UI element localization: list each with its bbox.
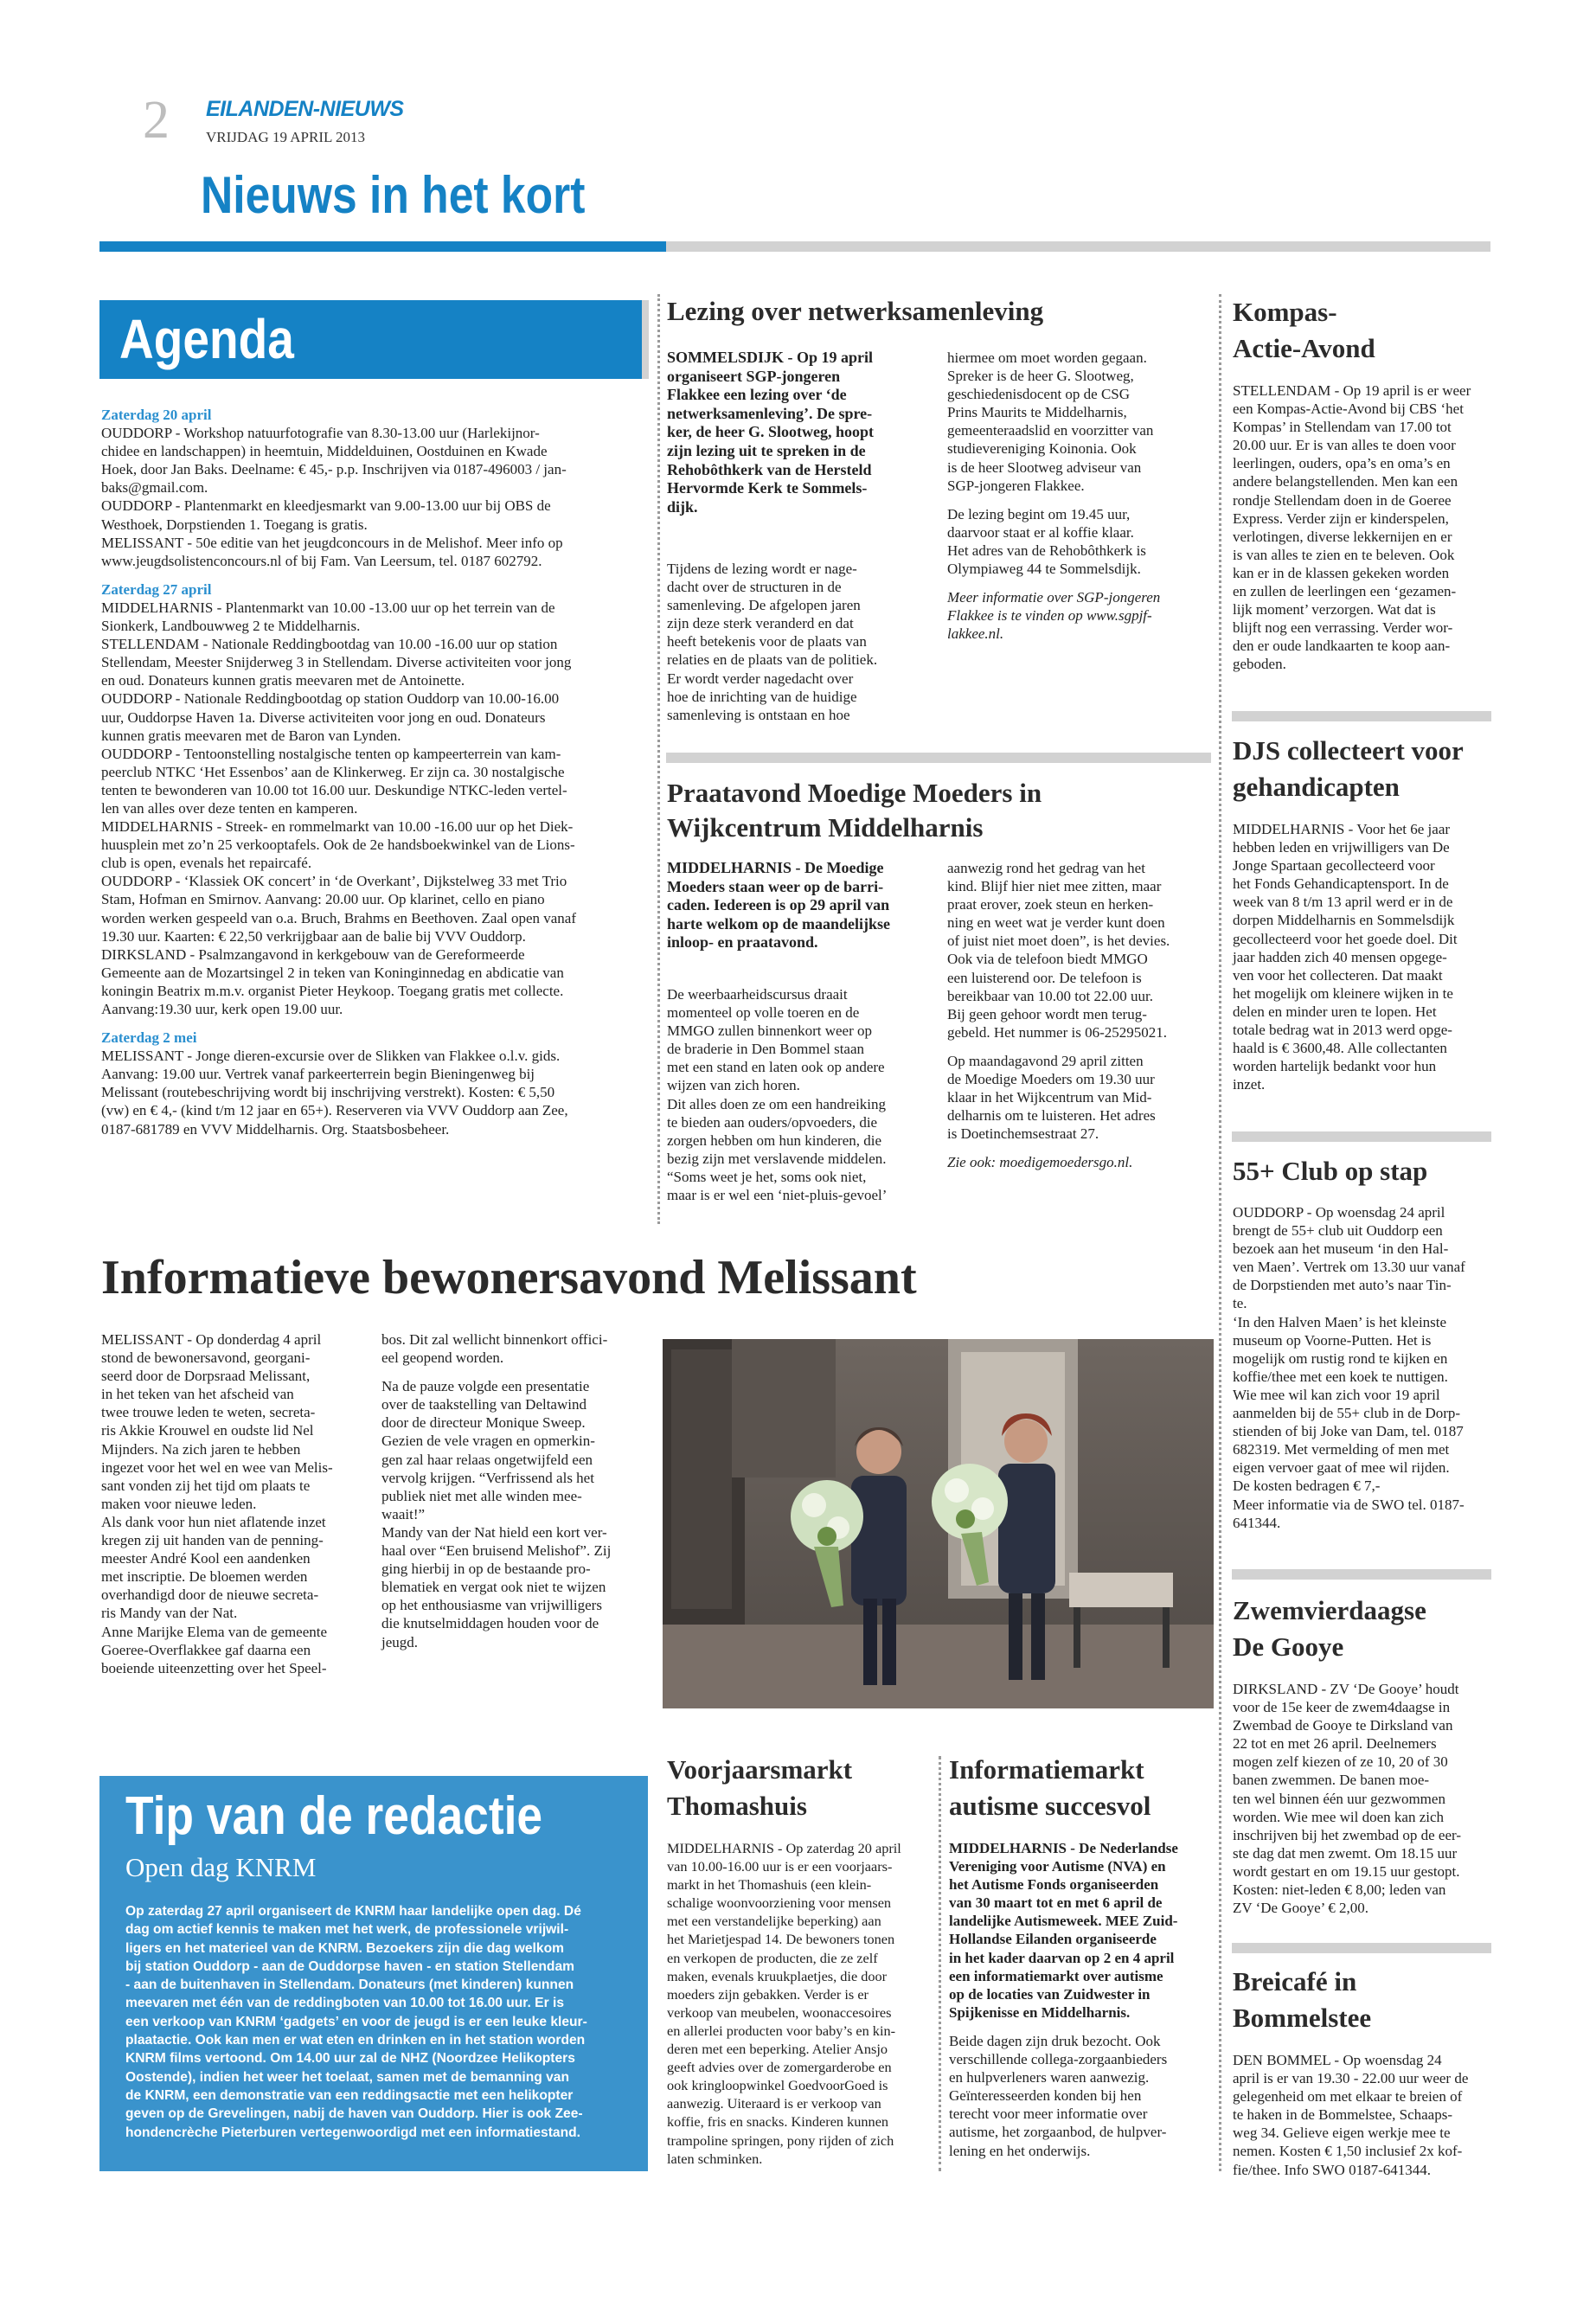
tip-body: Op zaterdag 27 april organiseert de KNRM haar landelijke open dag. Dé dag om actief kennis te maken met het werk, de professionele vrijwil- ligers en het materieel van de KNRM. Bezoekers zijn die dag welkom bij station Ouddorp - aan de Ouddorpse haven - en station Stellendam - aan de buitenhaven in Stellendam. Donateurs (met kinderen) kunnen meevaren met één van de reddingboten van 10.00 tot 16.00 uur. Er is een verkoop van KNRM ‘gadgets’ en voor de jeugd is er een leuke kleur- plaatactie. Ook kan men er wat eten en drinken en in het station worden KNRM films vertoond. Om 14.00 uur zal de NHZ (Noordzee Helikopters Oostende), indien het weer het toelaat, samen met de bemanning van de KNRM, een demonstratie van een reddingsactie met een helikopter geven op de Grevelingen, nabij de haven van Ouddorp. Hier is ook Zee- hondencrèche Pieterburen vertegenwoordigd met een informatiestand. [125, 1904, 587, 2140]
praatavond-body: De weerbaarheidscursus draait momenteel op volle toeren en de MMGO zullen binnenkort weer op de braderie in Den Bommel staan met een stand en laten ook op andere wijzen van zich horen. Dit alles doen ze om een handreiking te bieden aan ouders/opvoeders, die zorgen hebben om hun kinderen, die bezig zijn met verslavende middelen. “Soms weet je het, soms ook niet, maar is er wel een ‘niet-pluis-gevoel’ [667, 986, 888, 1204]
kompas-body: STELLENDAM - Op 19 april is er weer een Kompas-Actie-Avond bij CBS ‘het Kompas’ in Stellendam van 17.00 tot 20.00 uur. Er is van alles te doen voor leerlingen, ouders, opa’s en oma’s en andere belangstellenden. Men kan een rondje Stellendam doen in de Goeree Express. Verder zijn er kinderspelen, verlotingen, diverse lekkernijen en er is van alles te zien en te beleven. Ook kan er in de klassen gekeken worden en zullen de leerlingen een ‘gezamen- lijk moment’ verzorgen. Wat dat is blijft nog een verrassing. Verder wor- den er oude landkaarten te koop aan- geboden. [1233, 382, 1471, 673]
melissant-body: MELISSANT - Op donderdag 4 april stond de bewonersavond, georgani- seerd door de Dorpsraad Melissant, in het teken van het afscheid van twee trouwe leden te weten, secreta- ris Akkie Krouwel en oudste lid Nel Mijnders. Na zich jaren te hebben ingezet voor het wel en wee van Melis- sant vonden zij het tijd om plaats te maken voor nieuwe leden. Als dank voor hun niet aflatende inzet kregen zij uit handen van de penning- meester André Kool een aandenken met inscriptie. De bloemen werden overhandigd door de nieuwe secreta- ris Mandy van der Nat. Anne Marijke Elema van de gemeente Goeree-Overflakkee gaf daarna een boeiende uiteenzetting over het Speel- [101, 1331, 333, 1676]
agenda-date: Zaterdag 2 mei [101, 1029, 197, 1047]
praatavond-lead: MIDDELHARNIS - De Moedige Moeders staan weer op de barri- caden. Iedereen is op 29 april van harte welkom op de maandelijkse inloop- en praatavond. [667, 859, 890, 952]
lezing-paragraph: hiermee om moet worden gegaan. Spreker is de heer G. Slootweg, geschiedenisdocent op de CSG Prins Maurits te Middelharnis, gemeenteraadslid en voorzitter van studievereniging Koinonia. Ook is de heer Slootweg adviseur van SGP-jongeren Flakkee. [947, 349, 1154, 494]
zwem-body: DIRKSLAND - ZV ‘De Gooye’ houdt voor de 15e keer de zwem4daagse in Zwembad de Gooye te Dirksland van 22 tot en met 26 april. Deelnemers mogen zelf kiezen of ze 10, 20 of 30 banen zwemmen. De banen moe- ten wel binnen één uur gezwommen worden. Wie mee wil doen kan zich inschrijven bij het zwembad op de eer- ste dag dat men zwemt. Om 18.15 uur wordt gestart en om 19.15 uur gestopt. Kosten: niet-leden € 8,00; leden van ZV ‘De Gooye’ € 2,00. [1233, 1681, 1462, 1917]
melissant-body-col2 [381, 1330, 646, 1651]
club55-title: 55+ Club op stap [1233, 1156, 1428, 1186]
agenda-entries: MIDDELHARNIS - Plantenmarkt van 10.00 -13.00 uur op het terrein van de Sionkerk, Landbouwweg 2 te Middelharnis. STELLENDAM - Nationale Reddingbootdag van 10.00 -16.00 uur op station Stellendam, Meester Snijderweg 3 in Stellendam. Diverse activiteiten voor jong en oud. Donateurs kunnen gratis meevaren met de Antoinette. OUDDORP - Nationale Reddingbootdag op station Ouddorp van 10.00-16.00 uur, Ouddorpse Haven 1a. Diverse activiteiten voor jong en oud. Donateurs kunnen gratis meevaren met de Baron van Lynden. OUDDORP - Tentoonstelling nostalgische tenten op kampeerterrein van kam- peerclub NTKC ‘Het Essenbos’ aan de Klinkerweg. Er zijn ca. 30 nostalgische tenten te bewonderen van 10.00 tot 16.00 uur. Deskundige NTKC-leden vertel- len van alles over deze tenten en kamperen. MIDDELHARNIS - Streek- en rommelmarkt van 10.00 -16.00 uur op het Diek- huusplein met zo’n 25 verkooptafels. Ook de 2e handsboekwinkel van de Lions- club is open, evenals het repaircafé. OUDDORP - ‘Klassiek OK concert’ in ‘de Overkant’, Dijkstelweg 33 met Trio Stam, Hofman en Smirnov. Aanvang: 20.00 uur. Op klarinet, cello en piano worden werken gespeeld van o.a. Bruch, Brahms en Beethoven. Zaal open vanaf 19.30 uur. Kaarten: € 22,50 verkrijgbaar aan de balie bij VVV Ouddorp. DIRKSLAND - Psalmzangavond in kerkgebouw van de Gereformeerde Gemeente aan de Mozartsingel 2 in teken van Koninginnedag en abdicatie van koningin Beatrix m.m.v. organist Pieter Heykoop. Toegang gratis met collecte. Aanvang:19.30 uur, kerk open 19.00 uur. [101, 599, 576, 1017]
praatavond-link: Zie ook: moedigemoedersgo.nl. [947, 1154, 1133, 1171]
section-divider [1232, 711, 1491, 721]
melissant-title: Informatieve bewonersavond Melissant [101, 1251, 917, 1304]
agenda-entries: MELISSANT - Jonge dieren-excursie over de Slikken van Flakkee o.l.v. gids. Aanvang: 19.00 uur. Vertrek vanaf parkeerterrein begin Bieningenweg bij Melissant (routebeschrijving wordt bij inschrijving verstrekt). Kosten: € 5,50 (vw) en € 4,- (kind t/m 12 jaar en 65+). Reserveren via VVV Ouddorp aan Zee, 0187-681789 en VVV Middelharnis. Org. Staatsbosbeheer. [101, 1048, 568, 1138]
column-separator [657, 294, 660, 1224]
agenda-list [101, 406, 644, 1138]
lezing-paragraph: De lezing begint om 19.45 uur, daarvoor staat er al koffie klaar. Het adres van de Rehobôthkerk is Olympiaweg 44 te Sommelsdijk. [947, 505, 1146, 578]
agenda-date: Zaterdag 27 april [101, 580, 212, 598]
zwem-title: Zwemvierdaagse De Gooye [1233, 1595, 1426, 1662]
autisme-title: Informatiemarkt autisme succesvol [949, 1754, 1151, 1821]
autisme-lead: MIDDELHARNIS - De Nederlandse Vereniging voor Autisme (NVA) en het Autisme Fonds organiseerden van 30 maart tot en met 6 april de landelijke Autismeweek. MEE Zuid- Hollandse Eilanden organiseerde in het kader daarvan op 2 en 4 april een informatiemarkt over autisme op de locaties van Zuidwester in Spijkenisse en Middelharnis. [949, 1840, 1178, 2021]
page-number: 2 [143, 91, 170, 150]
breicafe-title: Breicafé in Bommelstee [1233, 1966, 1372, 2033]
voorjaars-title: Voorjaarsmarkt Thomashuis [667, 1754, 853, 1821]
breicafe-body: DEN BOMMEL - Op woensdag 24 april is er van 19.30 - 22.00 uur weer de gelegenheid om met elkaar te breien of te haken in de Bommelstee, Schaaps- weg 34. Gelieve eigen werkje mee te nemen. Kosten € 1,50 inclusief 2x kof- fie/thee. Info SWO 0187-641344. [1233, 2052, 1469, 2178]
lezing-title: Lezing over netwerksamenleving [667, 296, 1044, 326]
agenda-date: Zaterdag 20 april [101, 407, 212, 423]
voorjaars-body: MIDDELHARNIS - Op zaterdag 20 april van 10.00-16.00 uur is er een voorjaars- markt in het Thomashuis (een klein- schalige woonvoorziening voor mensen met een verstandelijke beperking) aan het Marietjespad 14. De bewoners tonen en verkopen de producten, die ze zelf maken, evenals kruukplaetjes, die door moeders zijn gebakken. Verder is er verkoop van meubelen, woonaccesoires en allerlei producten voor baby’s en kin- deren met een beperking. Atelier Ansjo geeft advies over de zomergarderobe en ook kringloopwinkel GoedvoorGoed is aanwezig. Uiteraard is er verkoop van koffie, fris en snacks. Kinderen kunnen trampoline springen, pony rijden of zich laten schminken. [667, 1840, 901, 2167]
djs-title: DJS collecteert voor gehandicapten [1233, 735, 1464, 802]
paper-name: EILANDEN-NIEUWS [206, 97, 404, 121]
praatavond-title: Praatavond Moedige Moeders in Wijkcentrum Middelharnis [667, 778, 1042, 843]
issue-date: VRIJDAG 19 APRIL 2013 [206, 129, 366, 145]
lezing-lead: SOMMELSDIJK - Op 19 april organiseert SGP-jongeren Flakkee een lezing over ‘de netwerksamenleving’. De spre- ker, de heer G. Slootweg, hoopt zijn lezing uit te spreken in de Rehobôthkerk van de Hersteld Hervormde Kerk te Sommels- dijk. [667, 349, 875, 516]
tip-title: Tip van de redactie [125, 1786, 543, 1846]
header-gray-bar [666, 241, 1490, 252]
club55-body: OUDDORP - Op woensdag 24 april brengt de 55+ club uit Ouddorp een bezoek aan het museum ‘in den Hal- ven Maen’. Vertrek om 13.30 uur vanaf de Dorpstienden met auto’s naar Tin- te. ‘In den Halven Maen’ is het kleinste museum op Voorne-Putten. Het is mogelijk om rustig rond te kijken en koffie/thee met een koek te nuttigen. Wie mee wil kan zich voor 19 april aanmelden bij de 55+ club in de Dorp- stienden of bij Joke van Dam, tel. 0187 682319. Met vermelding of men met eigen vervoer gaat of mee wil rijden. De kosten bedragen € 7,- Meer informatie via de SWO tel. 0187- 641344. [1233, 1204, 1465, 1531]
section-divider [666, 753, 1211, 763]
lezing-more-info: Meer informatie over SGP-jongeren Flakkee is te vinden op www.sgpjf- lakkee.nl. [947, 589, 1161, 643]
column-separator [939, 1756, 941, 2171]
melissant-paragraph: Na de pauze volgde een presentatie over de taakstelling van Deltawind door de directeur Monique Sweep. Gezien de vele vragen en opmerkin- gen zal haar relaas ongetwijfeld een vervolg krijgen. “Verfrissend als het publiek niet met alle winden mee- waait!” Mandy van der Nat hield een kort ver- haal over “Een bruisend Melishof”. Zij ging hierbij in op de bestaande pro- blematiek en vergat ook niet te wijzen op het enthousiasme van vrijwilligers die knutselmiddagen houden voor de jeugd. [381, 1378, 612, 1650]
section-divider [1232, 1131, 1491, 1142]
melissant-paragraph: bos. Dit zal wellicht binnenkort offici- eel geopend worden. [381, 1331, 608, 1367]
lezing-body: Tijdens de lezing wordt er nage- dacht over de structuren in de samenleving. De afgelopen jaren zijn deze sterk veranderd en dat heeft betekenis voor de plaats van relaties en de plaats van de politiek. Er wordt verder nagedacht over hoe de inrichting van de huidige samenleving is ontstaan en hoe [667, 561, 878, 723]
praatavond-body-col2 [947, 859, 1208, 1172]
praatavond-paragraph: aanwezig rond het gedrag van het kind. Blijf hier niet mee zitten, maar praat erover, zoek steun en herken- ning en weet wat je verder kunt doen of juist niet moet doen”, is het devies. Ook via de telefoon biedt MMGO een luisterend oor. De telefoon is bereikbaar van 10.00 tot 22.00 uur. Bij geen gehoor wordt men terug- gebeld. Het nummer is 06-25295021. [947, 860, 1170, 1041]
praatavond-paragraph: Op maandagavond 29 april zitten de Moedige Moeders om 19.30 uur klaar in het Wijkcentrum van Mid- delharnis om te luisteren. Het adres is Doetinchemsestraat 27. [947, 1052, 1156, 1143]
melissant-photo [663, 1339, 1214, 1708]
autisme-body: Beide dagen zijn druk bezocht. Ook verschillende collega-zorgaanbieders en hulpverleners waren aanwezig. Geïnteresseerden konden bij hen terecht voor meer informatie over autisme, het zorgaanbod, de hulpver- lening en het onderwijs. [949, 2033, 1168, 2159]
kompas-title: Kompas- Actie-Avond [1233, 297, 1375, 363]
section-title: Nieuws in het kort [201, 166, 586, 224]
lezing-body-col2 [947, 349, 1208, 643]
section-divider [1232, 1943, 1491, 1953]
agenda-entries: OUDDORP - Workshop natuurfotografie van 8.30-13.00 uur (Harlekijnor- chidee en landschappen) in heemtuin, Middelduinen, Oostduinen en Kwade Hoek, door Jan Baks. Deelname: € 45,- p.p. Inschrijven via 0187-496003 / jan- baks@gmail.com. OUDDORP - Plantenmarkt en kleedjesmarkt van 9.00-13.00 uur bij OBS de Westhoek, Dorpstienden 1. Toegang is gratis. MELISSANT - 50e editie van het jeugdconcours in de Melishof. Meer info op www.jeugdsolistenconcours.nl of bij Fam. Van Leersum, tel. 0187 602792. [101, 425, 567, 569]
column-separator [1219, 294, 1221, 2171]
section-divider [1232, 1569, 1491, 1580]
djs-body: MIDDELHARNIS - Voor het 6e jaar hebben leden en vrijwilligers van De Jonge Spartaan gecollecteerd voor het Fonds Gehandicaptensport. In de week van 8 t/m 13 april werd er in de dorpen Middelharnis en Sommelsdijk gecollecteerd voor het goede doel. Dit jaar hadden zich 40 mensen opgege- ven voor het collecteren. Dat maakt het mogelijk om kleinere wijken in te delen en minder uren te lopen. Het totale bedrag wat in 2013 werd opge- haald is € 3600,48. Alle collectanten worden hartelijk bedankt voor hun inzet. [1233, 821, 1458, 1093]
agenda-banner-gray [642, 300, 649, 379]
tip-subtitle: Open dag KNRM [125, 1852, 317, 1882]
header-accent-bar [99, 241, 666, 252]
agenda-title: Agenda [119, 308, 294, 370]
